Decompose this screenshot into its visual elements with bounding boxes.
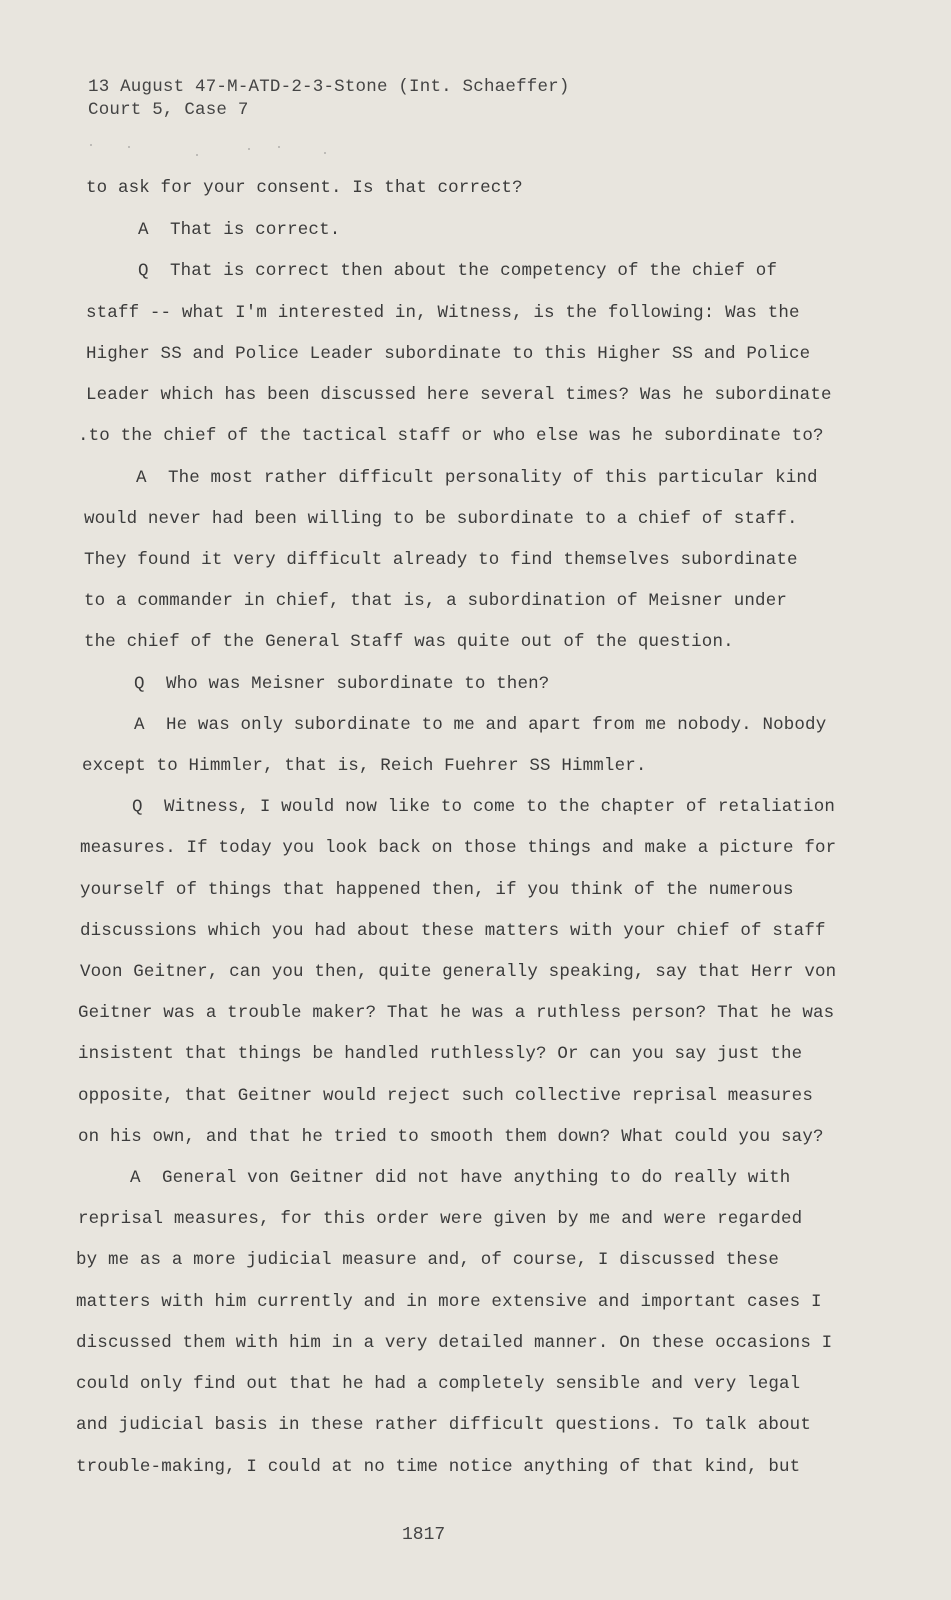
transcript-line: A The most rather difficult personality of this particular kind — [136, 468, 818, 488]
transcript-line: the chief of the General Staff was quite out of the question. — [84, 632, 734, 652]
transcript-line: matters with him currently and in more extensive and important cases I — [76, 1292, 822, 1312]
transcript-line: trouble-making, I could at no time notice anything of that kind, but — [76, 1457, 801, 1477]
header-court-line: Court 5, Case 7 — [88, 100, 249, 120]
transcript-line: discussions which you had about these matters with your chief of staff — [80, 921, 826, 941]
transcript-line: reprisal measures, for this order were given by me and were regarded — [78, 1209, 803, 1229]
transcript-line: They found it very difficult already to find themselves subordinate — [84, 550, 798, 570]
transcript-line: A That is correct. — [138, 220, 341, 240]
transcript-line: Q Witness, I would now like to come to the chapter of retaliation — [132, 797, 836, 817]
transcript-line: Geitner was a trouble maker? That he was a ruthless person? That he was — [78, 1003, 835, 1023]
transcript-line: staff -- what I'm interested in, Witness, is the following: Was the — [86, 303, 800, 323]
transcript-line: discussed them with him in a very detailed manner. On these occasions I — [76, 1333, 833, 1353]
paper-specks — [88, 140, 388, 160]
transcript-line: Leader which has been discussed here several times? Was he subordinate — [86, 385, 832, 405]
transcript-line: Higher SS and Police Leader subordinate to this Higher SS and Police — [86, 344, 811, 364]
page-number: 1817 — [402, 1525, 446, 1545]
document-header — [88, 76, 570, 122]
transcript-line: Voon Geitner, can you then, quite generally speaking, say that Herr von — [80, 962, 837, 982]
transcript-line: could only find out that he had a completely sensible and very legal — [76, 1374, 801, 1394]
transcript-line: yourself of things that happened then, if you think of the numerous — [80, 880, 794, 900]
transcript-line: A General von Geitner did not have anything to do really with — [130, 1168, 791, 1188]
transcript-line: would never had been willing to be subordinate to a chief of staff. — [84, 509, 798, 529]
transcript-line: by me as a more judicial measure and, of course, I discussed these — [76, 1250, 780, 1270]
transcript-line: .to the chief of the tactical staff or who else was he subordinate to? — [78, 426, 824, 446]
transcript-line: Q That is correct then about the competency of the chief of — [138, 261, 778, 281]
transcript-line: Q Who was Meisner subordinate to then? — [134, 674, 550, 694]
transcript-line: to a commander in chief, that is, a subordination of Meisner under — [84, 591, 788, 611]
transcript-line: insistent that things be handled ruthlessly? Or can you say just the — [78, 1044, 803, 1064]
header-reference-line: 13 August 47-M-ATD-2-3-Stone (Int. Schaeffer) — [88, 77, 570, 97]
transcript-line: to ask for your consent. Is that correct? — [86, 178, 523, 198]
transcript-line: A He was only subordinate to me and apart from me nobody. Nobody — [134, 715, 827, 735]
transcript-line: opposite, that Geitner would reject such collective reprisal measures — [78, 1086, 813, 1106]
transcript-line: measures. If today you look back on those things and make a picture for — [80, 838, 837, 858]
transcript-line: except to Himmler, that is, Reich Fuehrer SS Himmler. — [82, 756, 647, 776]
transcript-line: on his own, and that he tried to smooth them down? What could you say? — [78, 1127, 824, 1147]
transcript-line: and judicial basis in these rather difficult questions. To talk about — [76, 1415, 811, 1435]
